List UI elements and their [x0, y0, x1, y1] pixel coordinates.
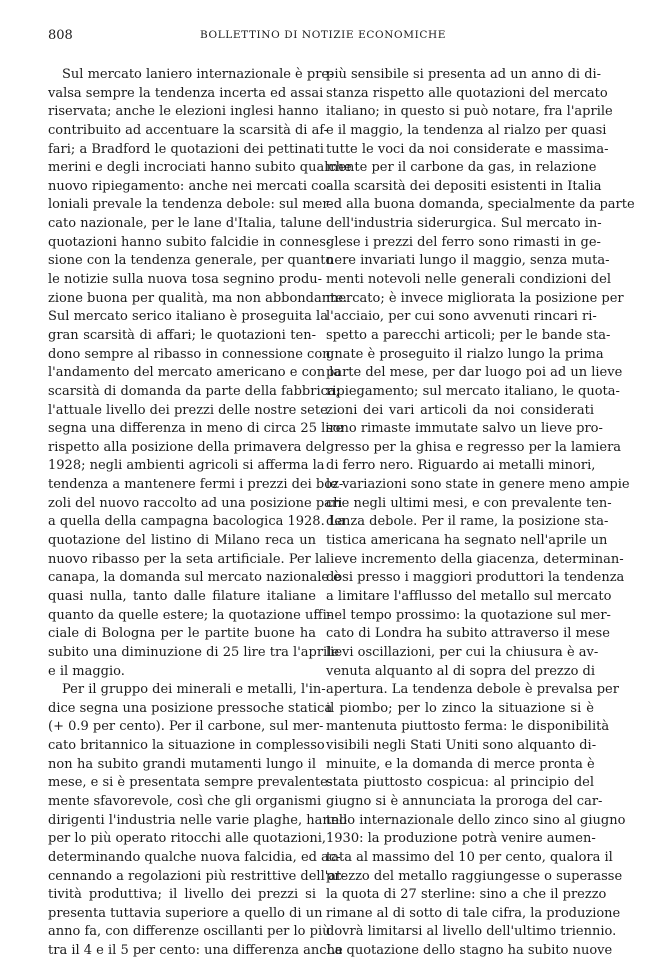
text-line: tata al massimo del 10 per cento, qualora il: [326, 849, 613, 865]
text-line: e il maggio, la tendenza al rialzo per quasi: [326, 122, 607, 138]
text-line: parte del mese, per dar luogo poi ad un lieve: [326, 365, 623, 381]
text-line: l'acciaio, per cui sono avvenuti rincari ri-: [326, 309, 597, 325]
text-line: e il maggio.: [48, 663, 125, 679]
text-line: dono sempre al ribasso in connessione con: [48, 346, 331, 362]
text-line: lieve incremento della giacenza, determinan-: [326, 551, 624, 567]
text-line: dosi presso i maggiori produttori la tendenza: [326, 570, 625, 586]
text-line: valsa sempre la tendenza incerta ed assai: [48, 85, 324, 101]
text-line: dice segna una posizione pressoche statica: [48, 700, 333, 716]
text-line: (+ 0.9 per cento). Per il carbone, sul mer-: [48, 719, 324, 735]
text-line: nel tempo prossimo: la quotazione sul mer-: [326, 607, 611, 623]
text-line: apertura. La tendenza debole è prevalsa per: [326, 682, 619, 698]
text-line: dell'industria siderurgica. Sul mercato in-: [326, 216, 602, 232]
text-line: di ferro nero. Riguardo ai metalli minori,: [326, 458, 596, 474]
text-line: lievi oscillazioni, per cui la chiusura è av-: [326, 644, 599, 660]
text-line: il piombo; per lo zinco la situazione si è: [326, 700, 594, 716]
text-line: determinando qualche nuova falcidia, ed ac-: [48, 849, 341, 865]
text-line: cato nazionale, per le lane d'Italia, talune: [48, 216, 322, 232]
text-line: quotazioni hanno subito falcidie in connes-: [48, 234, 331, 250]
text-line: Sul mercato laniero internazionale è prе-: [62, 67, 334, 82]
text-line: quanto da quelle estere; la quotazione uffi-: [48, 607, 332, 623]
text-line: ciale di Bologna per le partite buone ha: [48, 626, 316, 642]
text-line: 1928; negli ambienti agricoli si afferma la: [48, 458, 325, 474]
text-line: quasi nulla, tanto dalle filature italiane: [48, 588, 316, 604]
text-line: ed alla buona domanda, specialmente da parte: [326, 197, 635, 213]
text-line: tutte le voci da noi considerate e massima-: [326, 141, 609, 157]
text-line: Sul mercato serico italiano è proseguita la: [48, 309, 328, 325]
page-number: 808: [48, 28, 73, 43]
text-line: sono rimaste immutate salvo un lieve pro-: [326, 421, 603, 437]
text-line: mercato; è invece migliorata la posizione per: [326, 290, 624, 306]
text-line: zioni dei vari articoli da noi considerati: [326, 402, 594, 418]
text-line: mente per il carbone da gas, in relazione: [326, 160, 597, 176]
text-line: gran scarsità di affari; le quotazioni ten-: [48, 327, 316, 343]
text-line: mese, e si è presentata sempre prevalente-: [48, 775, 333, 791]
text-line: dirigenti l'industria nelle varie plaghe, hanno: [48, 812, 347, 828]
text-line: gnate è proseguito il rialzo lungo la prima: [326, 346, 604, 362]
text-line: contribuito ad accentuare la scarsità di af-: [48, 122, 329, 138]
text-line: 1930: la produzione potrà venire aumen-: [326, 831, 596, 847]
text-line: loniali prevale la tendenza debole: sul mer-: [48, 197, 333, 213]
text-line: glese i prezzi del ferro sono rimasti in ge-: [326, 234, 601, 250]
text-line: zoli del nuovo raccolto ad una posizione pari: [48, 495, 343, 511]
text-line: ripiegamento; sul mercato italiano, le quota-: [326, 383, 620, 399]
text-line: prezzo del metallo raggiungesse o superasse: [326, 868, 623, 884]
text-line: canapa, la domanda sul mercato nazionale è: [48, 570, 341, 586]
text-line: quotazione del listino di Milano reca un: [48, 533, 316, 549]
text-line: rispetto alla posizione della primavera del: [48, 439, 326, 455]
text-line: segna una differenza in meno di circa 25 lire: [48, 421, 344, 437]
text-line: presenta tuttavia superiore a quello di un: [48, 905, 323, 921]
text-line: La quotazione dello stagno ha subito nuove: [326, 943, 613, 959]
text-line: italiano; in questo si può notare, fra l'aprile: [326, 104, 613, 120]
text-line: per lo più operato ritocchi alle quotazioni,: [48, 831, 326, 847]
text-line: stata piuttosto cospicua: al principio del: [326, 775, 594, 791]
text-line: merini e degli incrociati hanno subito qualche: [48, 160, 352, 176]
text-line: rimane al di sotto di tale cifra, la produzione: [326, 905, 621, 921]
text-line: cato di Londra ha subito attraverso il mese: [326, 626, 610, 642]
text-line: non ha subito grandi mutamenti lungo il: [48, 756, 316, 772]
text-line: cato britannico la situazione in complesso: [48, 738, 325, 754]
text-line: nuovo ripiegamento: anche nei mercati co-: [48, 178, 331, 194]
text-line: tello internazionale dello zinco sino al giugno: [326, 812, 626, 828]
text-line: gresso per la ghisa e regresso per la lamiera: [326, 439, 622, 455]
text-line: mantenuta piuttosto ferma: le disponibilità: [326, 719, 610, 735]
text-line: anno fa, con differenze oscillanti per lo più: [48, 924, 331, 940]
text-line: visibili negli Stati Uniti sono alquanto di-: [326, 738, 597, 754]
text-line: dovrà limitarsi al livello dell'ultimo triennio.: [326, 924, 617, 940]
left-column: [48, 66, 352, 961]
text-line: denza debole. Per il rame, la posizione sta-: [326, 514, 609, 530]
page-header: [48, 28, 598, 46]
text-line: scarsità di domanda da parte della fabbrica;: [48, 383, 341, 399]
right-column: [326, 66, 635, 961]
text-line: zione buona per qualità, ma non abbondante.: [48, 290, 348, 306]
text-line: nere invariati lungo il maggio, senza muta-: [326, 253, 610, 269]
text-line: subito una diminuzione di 25 lire tra l'aprile: [48, 644, 340, 660]
running-title: BOLLETTINO DI NOTIZIE ECONOMICHE: [200, 29, 446, 41]
text-line: le variazioni sono state in genere meno ampie: [326, 477, 630, 493]
text-line: mente sfavorevole, così che gli organismi: [48, 793, 322, 809]
text-line: alla scarsità dei depositi esistenti in Italia: [326, 178, 602, 194]
text-line: a limitare l'afflusso del metallo sul mercato: [326, 588, 612, 604]
text-line: stanza rispetto alle quotazioni del mercato: [326, 85, 608, 101]
text-line: giugno si è annunciata la proroga del car-: [326, 793, 603, 809]
text-line: l'attuale livello dei prezzi delle nostre sete: [48, 402, 328, 418]
text-line: tra il 4 e il 5 per cento: una differenza anche: [48, 943, 343, 959]
text-line: tendenza a mantenere fermi i prezzi dei boz-: [48, 477, 344, 493]
text-line: sione con la tendenza generale, per quanto: [48, 253, 334, 269]
text-line: a quella della campagna bacologica 1928. La: [48, 514, 346, 530]
text-line: venuta alquanto al di sopra del prezzo di: [326, 663, 596, 679]
text-line: riservata; anche le elezioni inglesi hanno: [48, 104, 319, 120]
text-line: tività produttiva; il livello dei prezzi si: [48, 887, 316, 903]
text-line: fari; a Bradford le quotazioni dei pettinati: [48, 141, 324, 157]
text-line: le notizie sulla nuova tosa segnino produ-: [48, 272, 323, 288]
text-line: minuite, e la domanda di merce pronta è: [326, 756, 595, 772]
text-line: più sensibile si presenta ad un anno di di-: [326, 67, 602, 82]
text-line: la quota di 27 sterline: sino a che il prezzo: [326, 887, 607, 903]
text-line: nuovo ribasso per la seta artificiale. Per la: [48, 551, 327, 567]
text-line: tistica americana ha segnato nell'aprile un: [326, 533, 608, 549]
text-line: spetto a parecchi articoli; per le bande sta-: [326, 327, 611, 343]
text-line: Per il gruppo dei minerali e metalli, l'in-: [62, 682, 326, 698]
text-line: menti notevoli nelle generali condizioni del: [326, 272, 611, 288]
text-line: cennando a regolazioni più restrittive dell'at-: [48, 868, 346, 884]
text-line: l'andamento del mercato americano e con la: [48, 365, 342, 381]
text-line: che negli ultimi mesi, e con prevalente ten-: [326, 495, 612, 511]
